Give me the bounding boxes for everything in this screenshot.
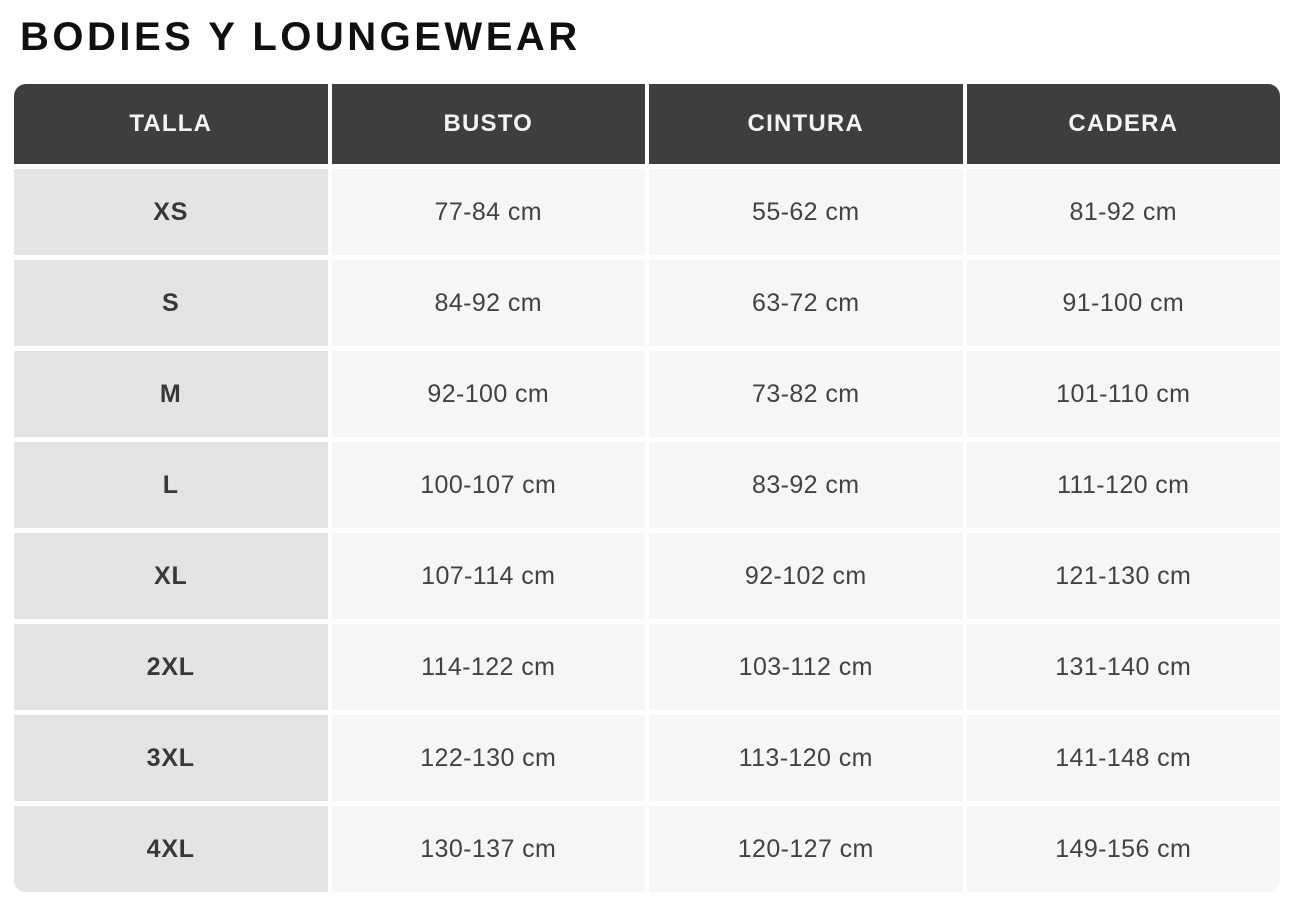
measurement-cell: 113-120 cm [649, 715, 963, 801]
measurement-cell: 103-112 cm [649, 624, 963, 710]
measurement-cell: 63-72 cm [649, 260, 963, 346]
measurement-cell: 84-92 cm [332, 260, 646, 346]
measurement-cell: 77-84 cm [332, 169, 646, 255]
size-label-cell: 3XL [14, 715, 328, 801]
column-header-cintura: CINTURA [649, 84, 963, 164]
measurement-cell: 107-114 cm [332, 533, 646, 619]
measurement-cell: 101-110 cm [967, 351, 1281, 437]
column-header-busto: BUSTO [332, 84, 646, 164]
size-label-cell: XS [14, 169, 328, 255]
column-header-talla: TALLA [14, 84, 328, 164]
size-label-cell: S [14, 260, 328, 346]
measurement-cell: 100-107 cm [332, 442, 646, 528]
size-label-cell: M [14, 351, 328, 437]
measurement-cell: 121-130 cm [967, 533, 1281, 619]
size-label-cell: 2XL [14, 624, 328, 710]
measurement-cell: 111-120 cm [967, 442, 1281, 528]
column-header-cadera: CADERA [967, 84, 1281, 164]
size-label-cell: 4XL [14, 806, 328, 892]
measurement-cell: 114-122 cm [332, 624, 646, 710]
size-label-cell: L [14, 442, 328, 528]
measurement-cell: 149-156 cm [967, 806, 1281, 892]
measurement-cell: 92-102 cm [649, 533, 963, 619]
measurement-cell: 55-62 cm [649, 169, 963, 255]
size-table [14, 84, 1280, 892]
measurement-cell: 131-140 cm [967, 624, 1281, 710]
measurement-cell: 83-92 cm [649, 442, 963, 528]
measurement-cell: 141-148 cm [967, 715, 1281, 801]
measurement-cell: 92-100 cm [332, 351, 646, 437]
measurement-cell: 73-82 cm [649, 351, 963, 437]
size-label-cell: XL [14, 533, 328, 619]
measurement-cell: 122-130 cm [332, 715, 646, 801]
measurement-cell: 130-137 cm [332, 806, 646, 892]
page-title: BODIES Y LOUNGEWEAR [20, 15, 581, 59]
measurement-cell: 120-127 cm [649, 806, 963, 892]
measurement-cell: 91-100 cm [967, 260, 1281, 346]
measurement-cell: 81-92 cm [967, 169, 1281, 255]
